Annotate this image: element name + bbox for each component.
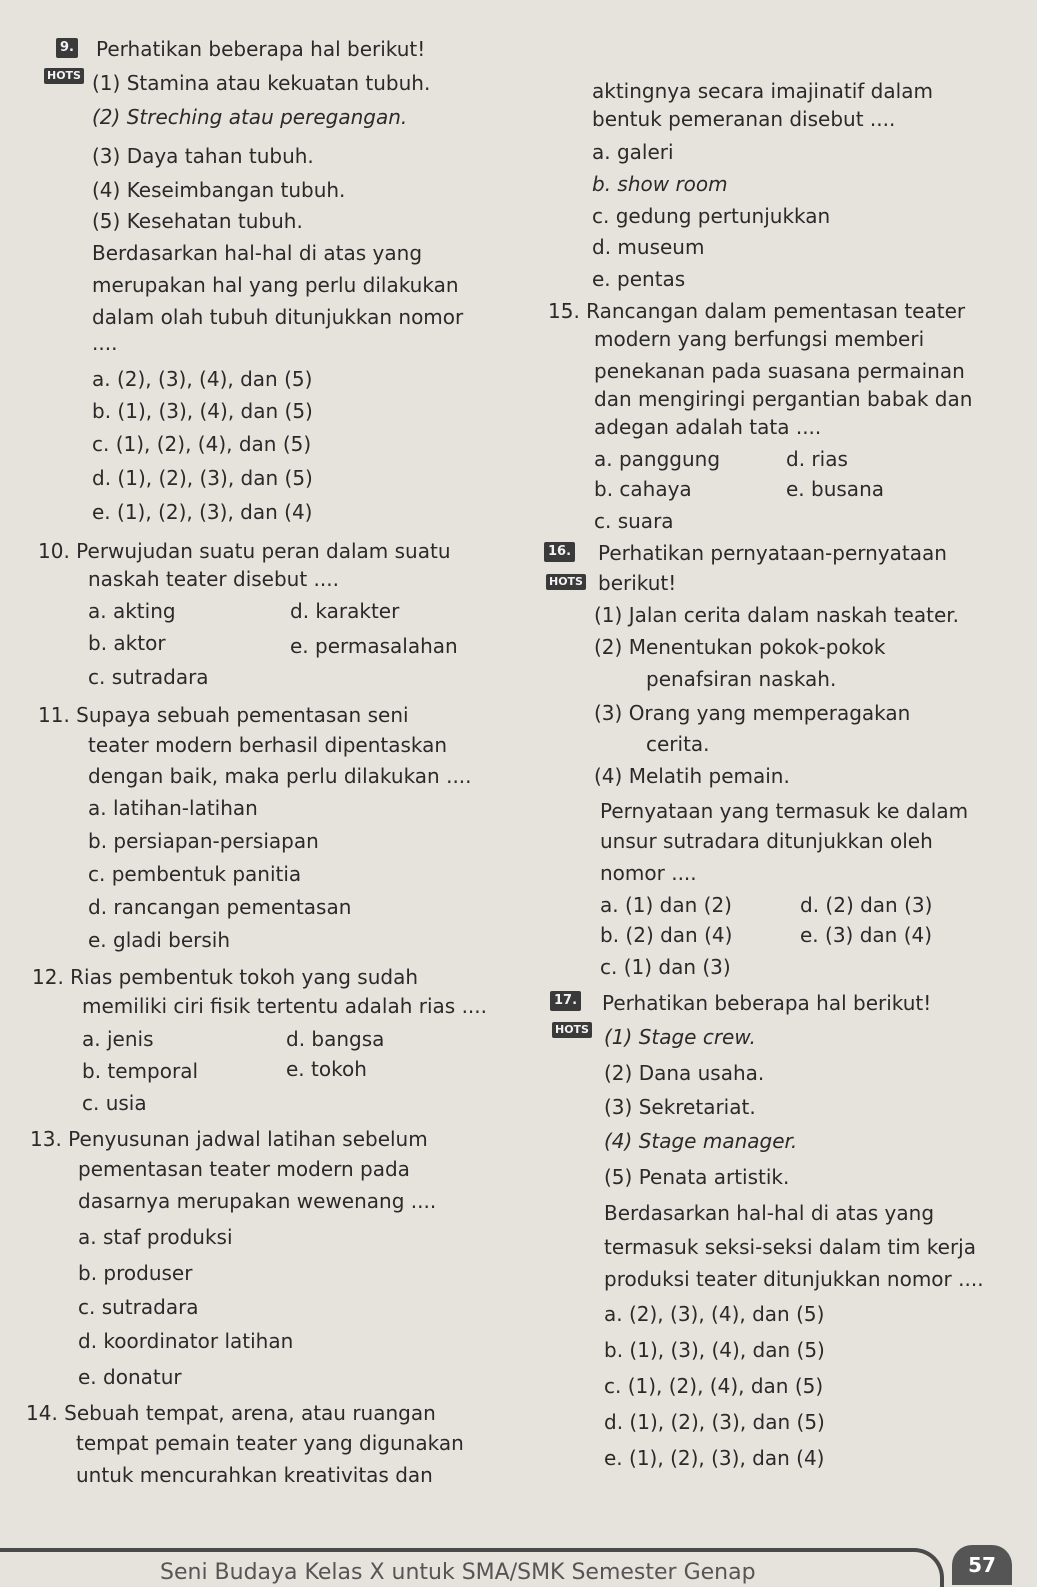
answer-option: a. jenis xyxy=(82,1027,154,1051)
answer-option: c. suara xyxy=(594,509,674,533)
question-stem: aktingnya secara imajinatif dalam xyxy=(592,79,933,103)
question-stem: Perhatikan pernyataan-pernyataan xyxy=(598,541,947,565)
answer-option: a. galeri xyxy=(592,140,674,164)
answer-option: e. pentas xyxy=(592,267,686,291)
answer-option: e. permasalahan xyxy=(290,634,458,658)
list-item: (5) Kesehatan tubuh. xyxy=(92,209,303,233)
answer-option: e. gladi bersih xyxy=(88,928,231,952)
question-stem: untuk mencurahkan kreativitas dan xyxy=(76,1463,433,1487)
answer-option: c. usia xyxy=(82,1091,147,1115)
question-number-badge: 17. xyxy=(550,991,581,1011)
question-stem: 10. Perwujudan suatu peran dalam suatu xyxy=(38,539,451,563)
list-item: (1) Stage crew. xyxy=(604,1025,756,1049)
question-stem: 15. Rancangan dalam pementasan teater xyxy=(548,299,966,323)
list-item: (4) Keseimbangan tubuh. xyxy=(92,178,346,202)
list-item: (5) Penata artistik. xyxy=(604,1165,790,1189)
question-stem: berikut! xyxy=(598,571,677,595)
question-stem: Perhatikan beberapa hal berikut! xyxy=(96,37,426,61)
question-stem: memiliki ciri fisik tertentu adalah rias .... xyxy=(82,994,487,1018)
list-item: (4) Melatih pemain. xyxy=(594,764,790,788)
question-stem: modern yang berfungsi memberi xyxy=(594,327,925,351)
question-stem: dengan baik, maka perlu dilakukan .... xyxy=(88,764,472,788)
answer-option: b. (1), (3), (4), dan (5) xyxy=(604,1338,825,1362)
question-stem: dan mengiringi pergantian babak dan xyxy=(594,387,973,411)
question-stem: 11. Supaya sebuah pementasan seni xyxy=(38,703,409,727)
hots-badge: HOTS xyxy=(546,574,586,590)
answer-option: e. busana xyxy=(786,477,884,501)
list-item: (3) Daya tahan tubuh. xyxy=(92,144,314,168)
answer-option: e. (1), (2), (3), dan (4) xyxy=(92,500,313,524)
answer-option: c. sutradara xyxy=(78,1295,199,1319)
list-item: (1) Jalan cerita dalam naskah teater. xyxy=(594,603,959,627)
question-stem: dasarnya merupakan wewenang .... xyxy=(78,1189,437,1213)
answer-option: b. persiapan-persiapan xyxy=(88,829,319,853)
question-body: .... xyxy=(92,331,118,355)
question-stem: bentuk pemeranan disebut .... xyxy=(592,107,896,131)
question-body: dalam olah tubuh ditunjukkan nomor xyxy=(92,305,464,329)
answer-option: d. (2) dan (3) xyxy=(800,893,933,917)
question-number-badge: 9. xyxy=(56,38,78,58)
answer-option: e. tokoh xyxy=(286,1057,367,1081)
question-body: Pernyataan yang termasuk ke dalam xyxy=(600,799,969,823)
answer-option: c. gedung pertunjukkan xyxy=(592,204,831,228)
answer-option: d. karakter xyxy=(290,599,400,623)
answer-option: a. (1) dan (2) xyxy=(600,893,732,917)
list-item: (4) Stage manager. xyxy=(604,1129,798,1153)
question-body: merupakan hal yang perlu dilakukan xyxy=(92,273,459,297)
answer-option: d. koordinator latihan xyxy=(78,1329,294,1353)
question-stem: tempat pemain teater yang digunakan xyxy=(76,1431,464,1455)
answer-option: d. (1), (2), (3), dan (5) xyxy=(604,1410,825,1434)
answer-option: c. (1), (2), (4), dan (5) xyxy=(92,432,312,456)
question-stem: adegan adalah tata .... xyxy=(594,415,822,439)
list-item: (2) Streching atau peregangan. xyxy=(92,105,408,129)
question-body: nomor .... xyxy=(600,861,697,885)
answer-option: e. donatur xyxy=(78,1365,182,1389)
question-stem: 14. Sebuah tempat, arena, atau ruangan xyxy=(26,1401,436,1425)
list-item: penafsiran naskah. xyxy=(646,667,837,691)
list-item: (2) Menentukan pokok-pokok xyxy=(594,635,886,659)
answer-option: c. (1), (2), (4), dan (5) xyxy=(604,1374,824,1398)
question-stem: teater modern berhasil dipentaskan xyxy=(88,733,448,757)
answer-option: d. museum xyxy=(592,235,705,259)
question-number-badge: 16. xyxy=(544,542,575,562)
answer-option: b. aktor xyxy=(88,631,166,655)
question-stem: 13. Penyusunan jadwal latihan sebelum xyxy=(30,1127,428,1151)
question-stem: Perhatikan beberapa hal berikut! xyxy=(602,991,932,1015)
question-stem: naskah teater disebut .... xyxy=(88,567,339,591)
list-item: (3) Orang yang memperagakan xyxy=(594,701,911,725)
answer-option: d. rancangan pementasan xyxy=(88,895,352,919)
list-item: (3) Sekretariat. xyxy=(604,1095,756,1119)
footer-title: Seni Budaya Kelas X untuk SMA/SMK Semester Genap xyxy=(160,1560,756,1585)
list-item: cerita. xyxy=(646,732,710,756)
question-stem: penekanan pada suasana permainan xyxy=(594,359,965,383)
answer-option: b. show room xyxy=(592,172,728,196)
answer-option: a. (2), (3), (4), dan (5) xyxy=(604,1302,825,1326)
answer-option: e. (1), (2), (3), dan (4) xyxy=(604,1446,825,1470)
answer-option: a. (2), (3), (4), dan (5) xyxy=(92,367,313,391)
question-stem: 12. Rias pembentuk tokoh yang sudah xyxy=(32,965,419,989)
answer-option: b. (2) dan (4) xyxy=(600,923,733,947)
hots-badge: HOTS xyxy=(44,68,84,84)
question-body: termasuk seksi-seksi dalam tim kerja xyxy=(604,1235,976,1259)
answer-option: a. panggung xyxy=(594,447,721,471)
page-number: 57 xyxy=(952,1545,1012,1585)
answer-option: b. cahaya xyxy=(594,477,692,501)
answer-option: a. akting xyxy=(88,599,176,623)
answer-option: e. (3) dan (4) xyxy=(800,923,933,947)
answer-option: a. latihan-latihan xyxy=(88,796,258,820)
answer-option: b. produser xyxy=(78,1261,193,1285)
list-item: (1) Stamina atau kekuatan tubuh. xyxy=(92,71,431,95)
answer-option: d. rias xyxy=(786,447,848,471)
question-body: produksi teater ditunjukkan nomor .... xyxy=(604,1267,984,1291)
hots-badge: HOTS xyxy=(552,1022,592,1038)
answer-option: a. staf produksi xyxy=(78,1225,233,1249)
answer-option: c. pembentuk panitia xyxy=(88,862,302,886)
question-body: unsur sutradara ditunjukkan oleh xyxy=(600,829,933,853)
answer-option: c. (1) dan (3) xyxy=(600,955,731,979)
question-body: Berdasarkan hal-hal di atas yang xyxy=(92,241,423,265)
list-item: (2) Dana usaha. xyxy=(604,1061,765,1085)
answer-option: d. (1), (2), (3), dan (5) xyxy=(92,466,313,490)
question-body: Berdasarkan hal-hal di atas yang xyxy=(604,1201,935,1225)
answer-option: c. sutradara xyxy=(88,665,209,689)
answer-option: d. bangsa xyxy=(286,1027,385,1051)
answer-option: b. temporal xyxy=(82,1059,199,1083)
question-stem: pementasan teater modern pada xyxy=(78,1157,410,1181)
answer-option: b. (1), (3), (4), dan (5) xyxy=(92,399,313,423)
